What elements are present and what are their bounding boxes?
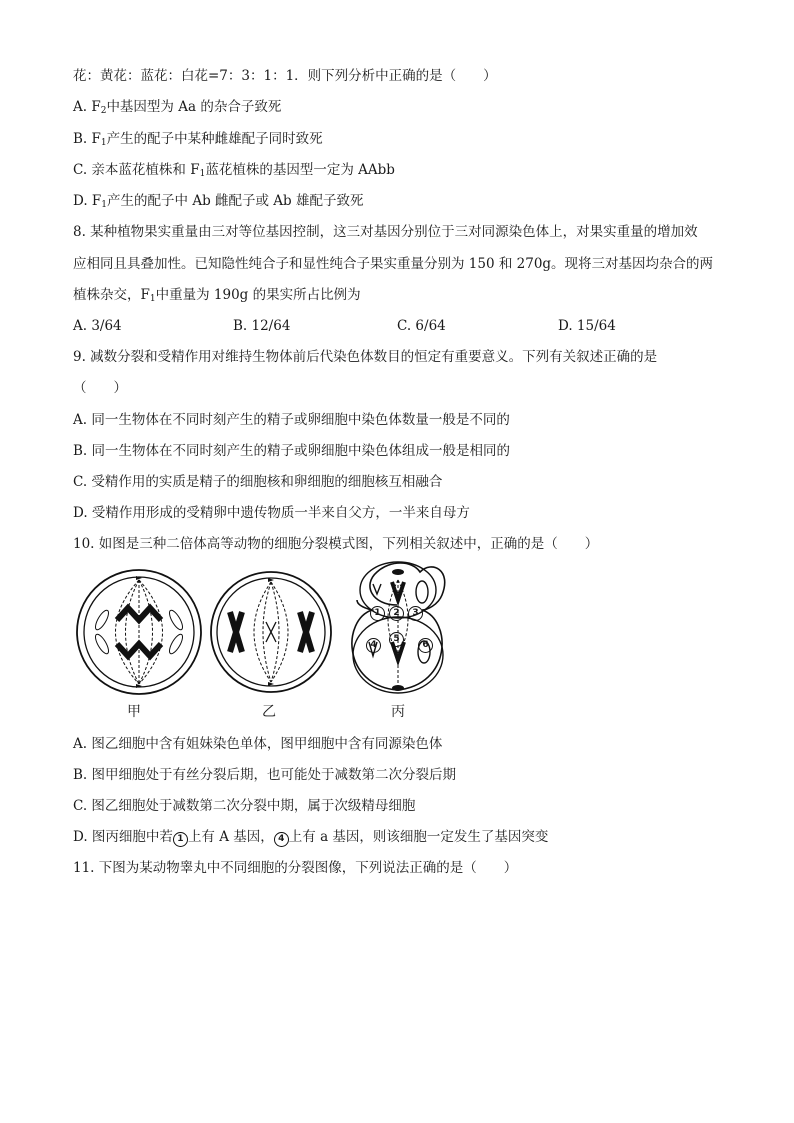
cell-division-figure [72, 560, 452, 700]
cell-bing-label-5: 5 [389, 632, 404, 647]
q9-option-b: B. 同一生物体在不同时刻产生的精子或卵细胞中染色体组成一般是相同的 [73, 443, 511, 459]
q7-option-a: A. $F_2$中基因型为 Aa 的杂合子致死 [73, 99, 282, 116]
q9-option-d: D. 受精作用形成的受精卵中遗传物质一半来自父方，一半来自母方 [73, 505, 470, 521]
figure-label-jia: 甲 [127, 704, 141, 720]
cell-bing-label-3: 3 [408, 606, 423, 621]
q8-option-b: B. 12/64 [233, 318, 291, 334]
q8-option-c: C. 6/64 [397, 318, 446, 334]
q9-option-a: A. 同一生物体在不同时刻产生的精子或卵细胞中染色体数量一般是不同的 [73, 412, 510, 428]
q8-option-a: A. 3/64 [73, 318, 122, 334]
q7-option-d: D. $F_1$产生的配子中 Ab 雌配子或 Ab 雄配子致死 [73, 193, 364, 210]
q8-stem-line3: 植株杂交，$F_1$中重量为 190g 的果实所占比例为 [73, 287, 361, 304]
q10-option-b: B. 图甲细胞处于有丝分裂后期，也可能处于减数第二次分裂后期 [73, 767, 457, 783]
q9-stem-line2: （ ） [73, 380, 127, 396]
cell-bing-diagram [352, 562, 445, 693]
q7-stem-tail: 花：黄花：蓝花：白花=7：3：1：1．则下列分析中正确的是（ ） [73, 68, 497, 84]
q7-option-c: C. 亲本蓝花植株和 $F_1$蓝花植株的基因型一定为 AAbb [73, 162, 395, 179]
cell-bing-label-6: 6 [418, 638, 433, 653]
figure-label-yi: 乙 [262, 704, 276, 720]
q9-option-c: C. 受精作用的实质是精子的细胞核和卵细胞的细胞核互相融合 [73, 474, 443, 490]
cell-yi-diagram [211, 572, 331, 692]
q7-option-b: B. $F_1$产生的配子中某种雌雄配子同时致死 [73, 131, 323, 148]
cell-bing-label-1: 1 [370, 606, 385, 621]
cell-bing-label-2: 2 [389, 606, 404, 621]
q10-option-c: C. 图乙细胞处于减数第二次分裂中期，属于次级精母细胞 [73, 798, 416, 814]
circled-number-4: 4 [274, 832, 289, 847]
q10-stem: 10. 如图是三种二倍体高等动物的细胞分裂模式图，下列相关叙述中，正确的是（ ） [73, 536, 599, 552]
q8-stem-line2: 应相同且具叠加性。已知隐性纯合子和显性纯合子果实重量分别为 150 和 270g。现将三对基因均杂合的两 [73, 256, 714, 272]
q9-stem-line1: 9. 减数分裂和受精作用对维持生物体前后代染色体数目的恒定有重要意义。下列有关叙述正确的是 [73, 349, 658, 365]
q11-stem: 11. 下图为某动物睾丸中不同细胞的分裂图像，下列说法正确的是（ ） [73, 860, 518, 876]
q10-option-d: D. 图丙细胞中若 1 上有 A 基因， 4 上有 a 基因，则该细胞一定发生了基因突变 [73, 829, 549, 845]
q10-option-a: A. 图乙细胞中含有姐妹染色单体，图甲细胞中含有同源染色体 [73, 736, 443, 752]
q8-option-d: D. 15/64 [558, 318, 616, 334]
circled-number-1: 1 [173, 832, 188, 847]
figure-label-bing: 丙 [391, 704, 405, 720]
q8-stem-line1: 8. 某种植物果实重量由三对等位基因控制，这三对基因分别位于三对同源染色体上，对果实重量的增加效 [73, 224, 698, 240]
cell-jia-diagram [77, 570, 201, 694]
cell-bing-label-4: 4 [366, 638, 381, 653]
